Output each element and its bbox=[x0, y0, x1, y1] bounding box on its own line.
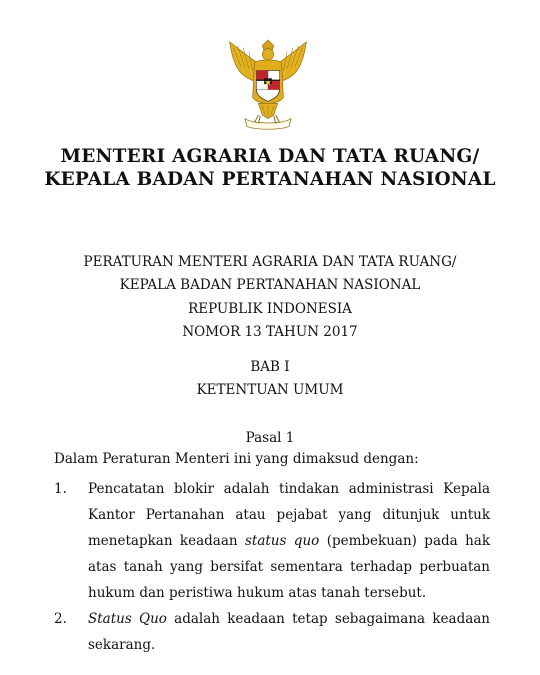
list-item-number: 2. bbox=[54, 611, 67, 627]
garuda-emblem-icon bbox=[220, 38, 316, 134]
list-item-line: sekarang. bbox=[88, 637, 156, 653]
regulation-title-line3: REPUBLIK INDONESIA bbox=[188, 301, 352, 317]
chapter-number: BAB I bbox=[250, 359, 290, 375]
article-intro: Dalam Peraturan Menteri ini yang dimaksud dengan: bbox=[54, 451, 419, 467]
list-item-line bbox=[88, 533, 490, 549]
italic-term: status quo bbox=[244, 533, 320, 549]
text-segment: adalah keadaan tetap sebagaimana keadaan bbox=[174, 611, 491, 627]
article-number: Pasal 1 bbox=[245, 430, 295, 446]
text-segment: menetapkan keadaan bbox=[88, 533, 238, 549]
regulation-title-line2: KEPALA BADAN PERTANAHAN NASIONAL bbox=[119, 277, 421, 293]
ministry-title-line2: KEPALA BADAN PERTANAHAN NASIONAL bbox=[44, 169, 496, 190]
list-item-line: hukum dan peristiwa hukum atas tanah tersebut. bbox=[88, 585, 427, 601]
list-item-line: Kantor Pertanahan atau pejabat yang ditunjuk untuk bbox=[88, 507, 490, 523]
italic-term: Status Quo bbox=[88, 611, 167, 627]
chapter-title: KETENTUAN UMUM bbox=[196, 382, 344, 398]
ministry-title-line1: MENTERI AGRARIA DAN TATA RUANG/ bbox=[60, 146, 480, 167]
text-segment: (pembekuan) pada hak bbox=[326, 533, 490, 549]
list-item-line bbox=[88, 611, 490, 627]
list-item-line: atas tanah yang bersifat sementara terhadap perbuatan bbox=[88, 559, 490, 575]
regulation-number: NOMOR 13 TAHUN 2017 bbox=[182, 324, 358, 340]
list-item-number: 1. bbox=[54, 481, 67, 497]
regulation-title-line1: PERATURAN MENTERI AGRARIA DAN TATA RUANG/ bbox=[83, 254, 457, 270]
list-item-line: Pencatatan blokir adalah tindakan administrasi Kepala bbox=[88, 481, 490, 497]
